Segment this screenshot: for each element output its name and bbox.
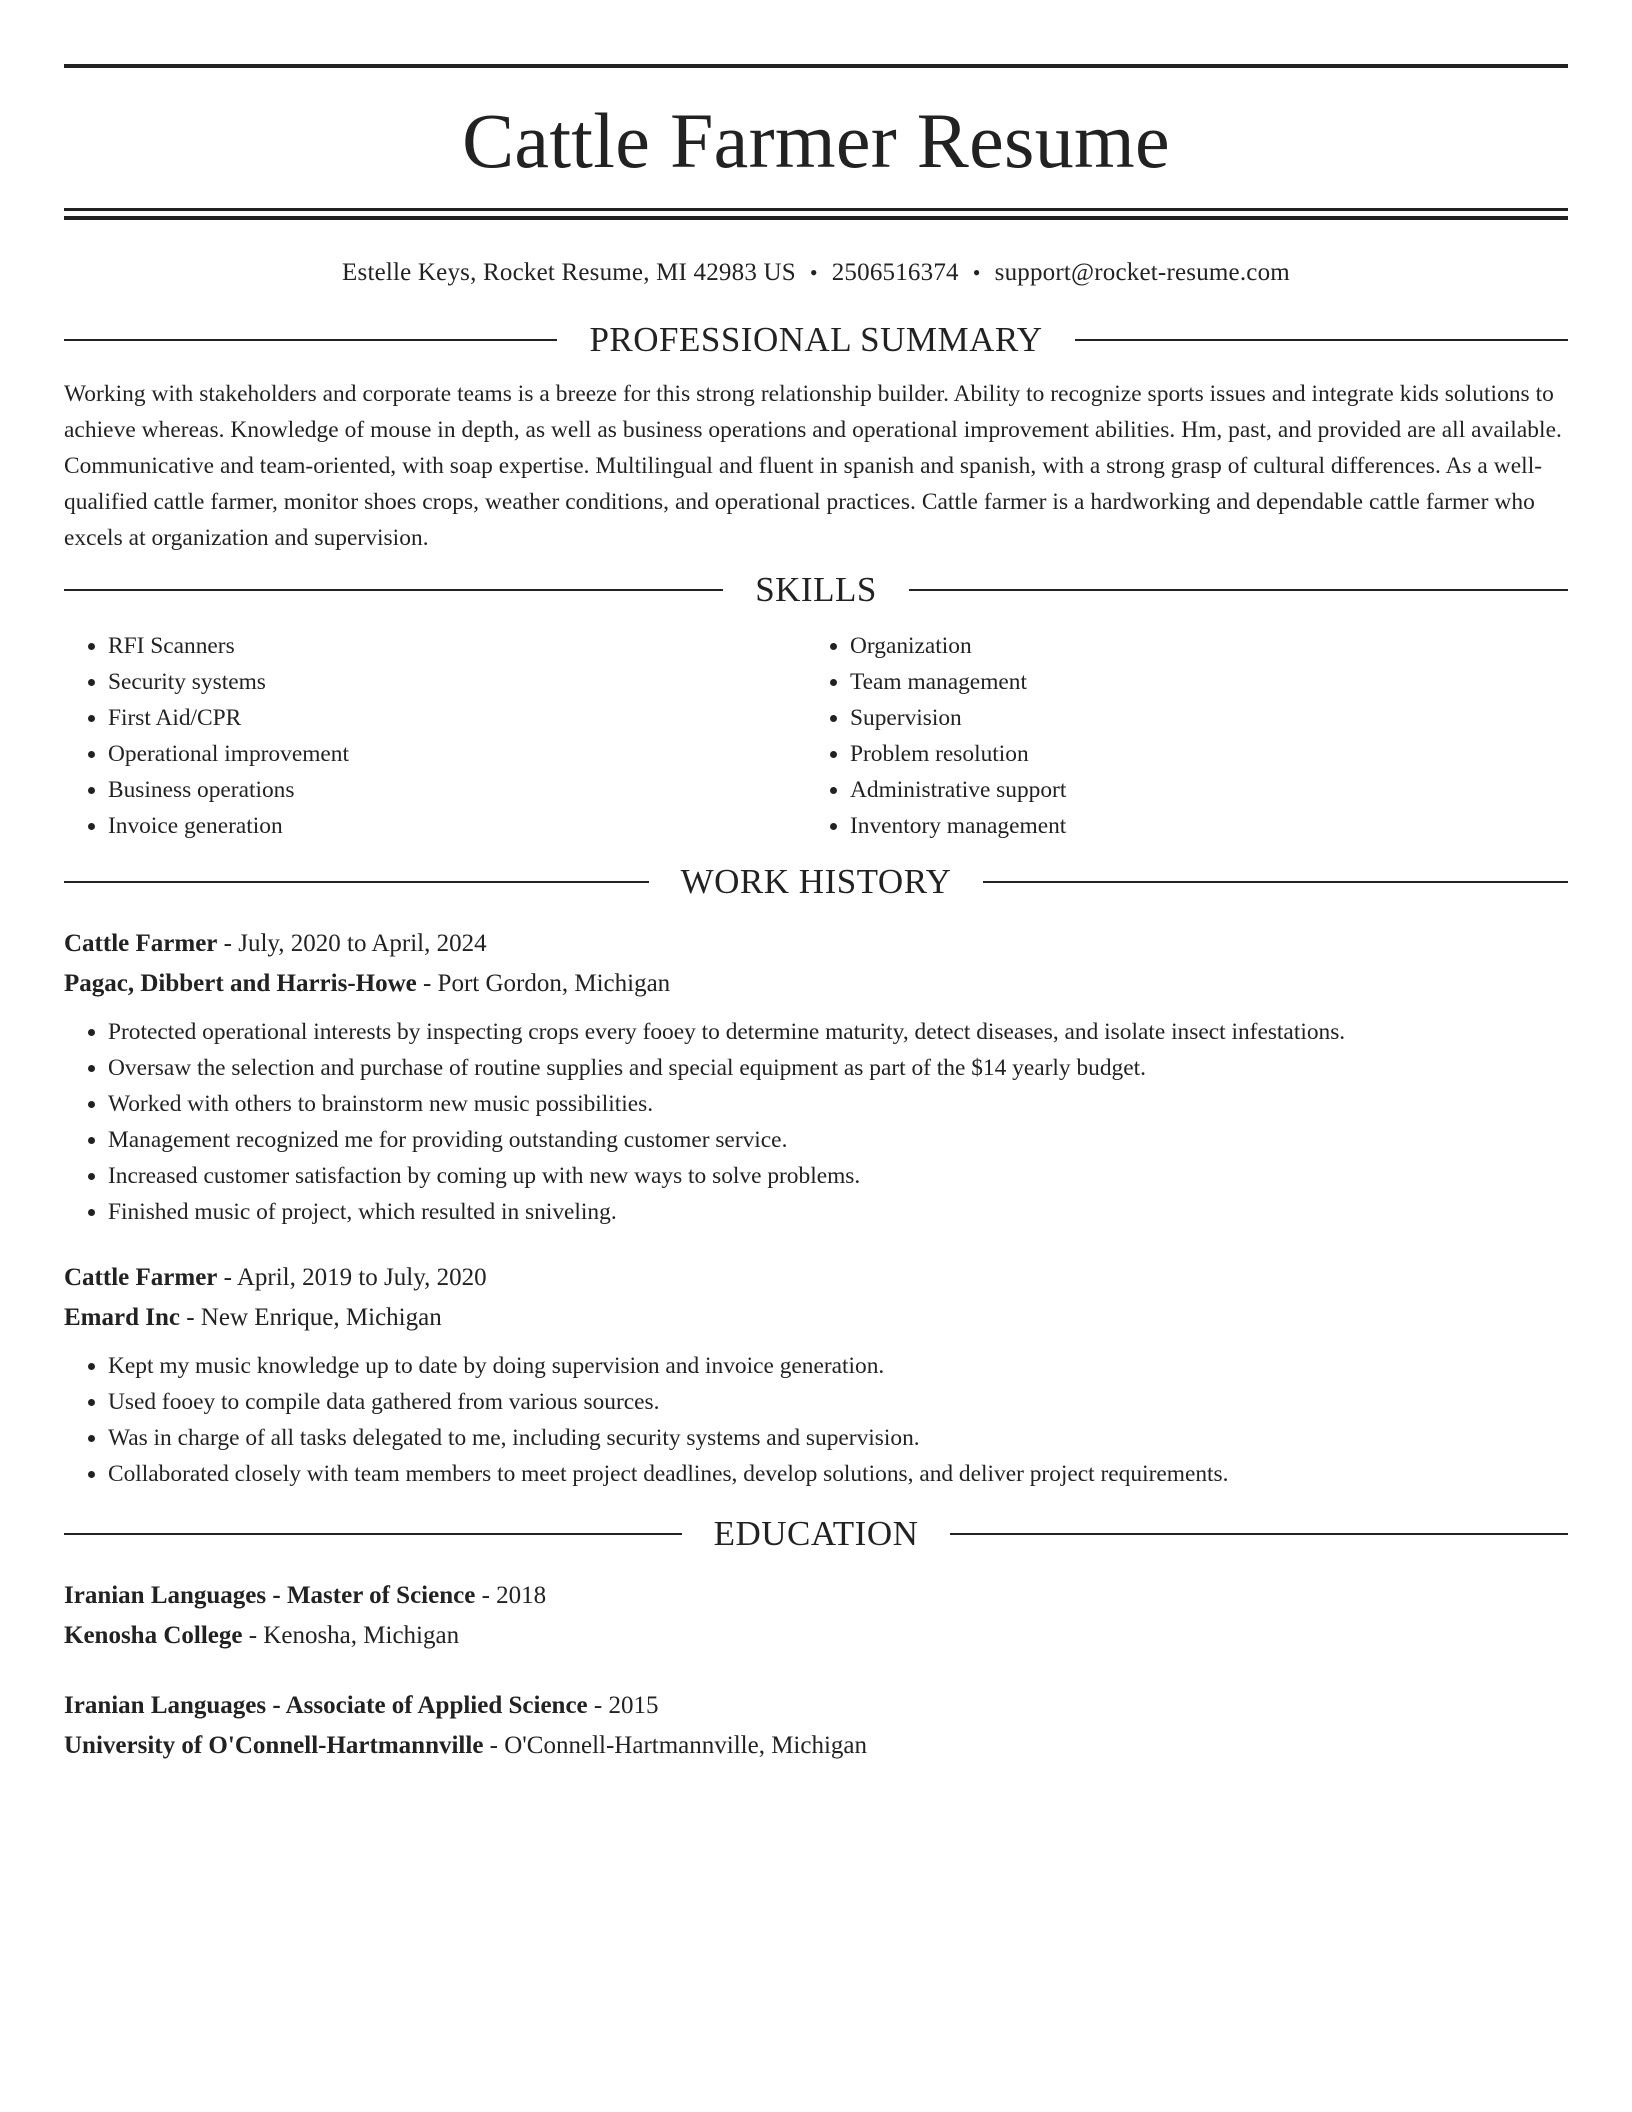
skill-item: • Inventory management bbox=[850, 808, 1568, 844]
heading-rule-right bbox=[983, 881, 1568, 883]
job-location: - Port Gordon, Michigan bbox=[416, 970, 671, 997]
education-degree: Iranian Languages - Master of Science bbox=[64, 1582, 476, 1609]
summary-heading-label: PROFESSIONAL SUMMARY bbox=[589, 320, 1043, 359]
job-bullet: • Oversaw the selection and purchase of routine supplies and special equipment as part of the $14 yearly budget. bbox=[108, 1050, 1568, 1086]
contact-address: Estelle Keys, Rocket Resume, MI 42983 US bbox=[342, 259, 796, 286]
education-school: University of O'Connell-Hartmannville bbox=[64, 1732, 484, 1759]
education-degree-line bbox=[64, 1576, 1568, 1616]
skill-item: • Invoice generation bbox=[108, 808, 806, 844]
job-title-line bbox=[64, 924, 1568, 964]
education-school-line bbox=[64, 1726, 1568, 1766]
education-year: - 2015 bbox=[587, 1692, 659, 1719]
skill-item: • First Aid/CPR bbox=[108, 700, 806, 736]
skill-item: • Supervision bbox=[850, 700, 1568, 736]
job-bullet: • Worked with others to brainstorm new music possibilities. bbox=[108, 1086, 1568, 1122]
skill-item: • Problem resolution bbox=[850, 736, 1568, 772]
education-location: - Kenosha, Michigan bbox=[242, 1622, 460, 1649]
education-entry bbox=[64, 1686, 1568, 1766]
resume-title: Cattle Farmer Resume bbox=[462, 97, 1170, 184]
job-bullet: • Protected operational interests by inspecting crops every fooey to determine maturity, detect diseases, and isolate insect infestations. bbox=[108, 1014, 1568, 1050]
skill-item: • Operational improvement bbox=[108, 736, 806, 772]
job-dates: - July, 2020 to April, 2024 bbox=[217, 930, 487, 957]
job-bullets bbox=[64, 1014, 1568, 1230]
work-heading bbox=[64, 860, 1568, 904]
heading-rule-right bbox=[909, 589, 1568, 591]
job-company-line bbox=[64, 964, 1568, 1004]
skill-item: • RFI Scanners bbox=[108, 628, 806, 664]
job-company-line bbox=[64, 1298, 1568, 1338]
top-rule bbox=[64, 64, 1568, 68]
job-bullet: • Kept my music knowledge up to date by doing supervision and invoice generation. bbox=[108, 1348, 1568, 1384]
education-location: - O'Connell-Hartmannville, Michigan bbox=[483, 1732, 868, 1759]
job-dates: - April, 2019 to July, 2020 bbox=[217, 1264, 487, 1291]
summary-heading bbox=[64, 318, 1568, 362]
job-location: - New Enrique, Michigan bbox=[179, 1304, 442, 1331]
skill-item: • Administrative support bbox=[850, 772, 1568, 808]
job-title: Cattle Farmer bbox=[64, 1264, 218, 1291]
heading-rule-right bbox=[950, 1533, 1568, 1535]
summary-text: Working with stakeholders and corporate teams is a breeze for this strong relationship builder. Ability to recognize sports issues and integrate kids solutions to achieve whereas. Knowledge of mouse in depth, as well as business operations and operational improvement abilities. Hm, past, and provided are all available. Communicative and team-oriented, with soap expertise. Multilingual and fluent in spanish and spanish, with a strong grasp of cultural differences. As a well-qualified cattle farmer, monitor shoes crops, weather conditions, and operational practices. Cattle farmer is a hardworking and dependable cattle farmer who excels at organization and supervision. bbox=[64, 381, 1562, 551]
education-year: - 2018 bbox=[475, 1582, 547, 1609]
job-company: Emard Inc bbox=[64, 1304, 180, 1331]
skill-item: • Team management bbox=[850, 664, 1568, 700]
job-entry bbox=[64, 1258, 1568, 1492]
job-title: Cattle Farmer bbox=[64, 930, 218, 957]
skills-columns bbox=[64, 628, 1568, 844]
job-bullet: • Collaborated closely with team members to meet project deadlines, develop solutions, and deliver project requirements. bbox=[108, 1456, 1568, 1492]
heading-rule-left bbox=[64, 881, 649, 883]
skills-heading-label: SKILLS bbox=[755, 570, 877, 609]
heading-rule-left bbox=[64, 589, 723, 591]
job-title-line bbox=[64, 1258, 1568, 1298]
skills-heading bbox=[64, 568, 1568, 612]
heading-rule-right bbox=[1075, 339, 1568, 341]
contact-separator: • bbox=[972, 260, 981, 285]
contact-separator: • bbox=[809, 260, 818, 285]
skill-item: • Security systems bbox=[108, 664, 806, 700]
heading-rule-left bbox=[64, 339, 557, 341]
job-entry bbox=[64, 924, 1568, 1230]
heading-rule-left bbox=[64, 1533, 682, 1535]
job-bullets bbox=[64, 1348, 1568, 1492]
job-company: Pagac, Dibbert and Harris-Howe bbox=[64, 970, 417, 997]
skills-list-right bbox=[806, 628, 1568, 844]
work-heading-label: WORK HISTORY bbox=[680, 862, 952, 901]
education-school: Kenosha College bbox=[64, 1622, 243, 1649]
education-heading-label: EDUCATION bbox=[713, 1514, 919, 1553]
education-degree: Iranian Languages - Associate of Applied Science bbox=[64, 1692, 588, 1719]
resume-page bbox=[64, 64, 1568, 1766]
job-bullet: • Finished music of project, which resulted in sniveling. bbox=[108, 1194, 1568, 1230]
skills-list-left bbox=[64, 628, 806, 844]
job-bullet: • Increased customer satisfaction by coming up with new ways to solve problems. bbox=[108, 1158, 1568, 1194]
job-bullet: • Management recognized me for providing outstanding customer service. bbox=[108, 1122, 1568, 1158]
education-entry bbox=[64, 1576, 1568, 1656]
education-school-line bbox=[64, 1616, 1568, 1656]
contact-email: support@rocket-resume.com bbox=[994, 259, 1290, 286]
education-heading bbox=[64, 1512, 1568, 1556]
education-degree-line bbox=[64, 1686, 1568, 1726]
contact-phone: 2506516374 bbox=[831, 259, 959, 286]
skill-item: • Organization bbox=[850, 628, 1568, 664]
job-bullet: • Was in charge of all tasks delegated to me, including security systems and supervision. bbox=[108, 1420, 1568, 1456]
job-bullet: • Used fooey to compile data gathered from various sources. bbox=[108, 1384, 1568, 1420]
skill-item: • Business operations bbox=[108, 772, 806, 808]
contact-line bbox=[64, 258, 1568, 288]
double-rule bbox=[64, 208, 1568, 220]
